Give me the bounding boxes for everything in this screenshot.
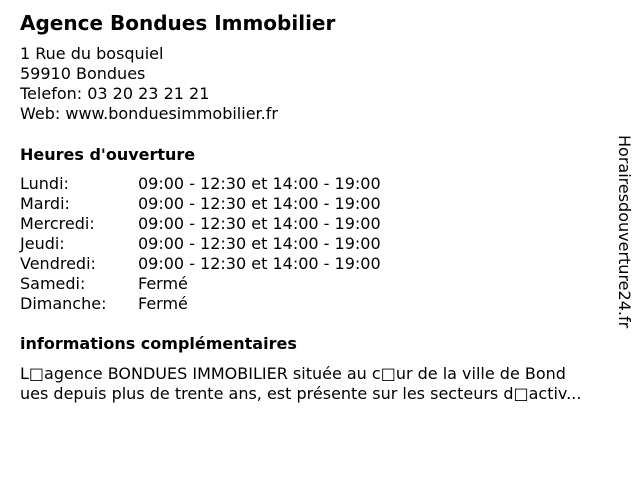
time-range: 09:00 - 12:30 et 14:00 - 19:00 [138, 194, 381, 213]
opening-hours-table [20, 174, 381, 314]
day-label: Mercredi: [20, 214, 95, 233]
day-label: Dimanche: [20, 294, 107, 313]
source-brand-watermark: Horairesdouverture24.fr [615, 135, 634, 329]
time-range: 09:00 - 12:30 et 14:00 - 19:00 [138, 214, 381, 233]
hours-row-saturday [20, 274, 381, 294]
hours-row-friday [20, 254, 381, 274]
hours-row-wednesday [20, 214, 381, 234]
additional-information-heading: informations complémentaires [20, 334, 297, 353]
street-address: 1 Rue du bosquiel [20, 44, 164, 63]
opening-hours-heading: Heures d'ouverture [20, 145, 196, 164]
hours-row-sunday [20, 294, 381, 314]
day-label: Lundi: [20, 174, 69, 193]
day-label: Vendredi: [20, 254, 96, 273]
day-label: Jeudi: [20, 234, 65, 253]
time-range: 09:00 - 12:30 et 14:00 - 19:00 [138, 174, 381, 193]
day-label: Samedi: [20, 274, 86, 293]
website-address: Web: www.bonduesimmobilier.fr [20, 104, 278, 123]
agency-description [20, 364, 632, 404]
hours-row-monday [20, 174, 381, 194]
description-line-2: ues depuis plus de trente ans, est présente sur les secteurs d□activ... [20, 384, 582, 403]
time-range: 09:00 - 12:30 et 14:00 - 19:00 [138, 234, 381, 253]
postal-city: 59910 Bondues [20, 64, 146, 83]
agency-contact-details [20, 44, 278, 124]
closed-status: Fermé [138, 294, 188, 313]
phone-number: Telefon: 03 20 23 21 21 [20, 84, 210, 103]
hours-row-tuesday [20, 194, 381, 214]
agency-name: Agence Bondues Immobilier [20, 11, 336, 35]
hours-row-thursday [20, 234, 381, 254]
day-label: Mardi: [20, 194, 70, 213]
closed-status: Fermé [138, 274, 188, 293]
time-range: 09:00 - 12:30 et 14:00 - 19:00 [138, 254, 381, 273]
description-line-1: L□agence BONDUES IMMOBILIER située au c□ur de la ville de Bond [20, 364, 566, 383]
